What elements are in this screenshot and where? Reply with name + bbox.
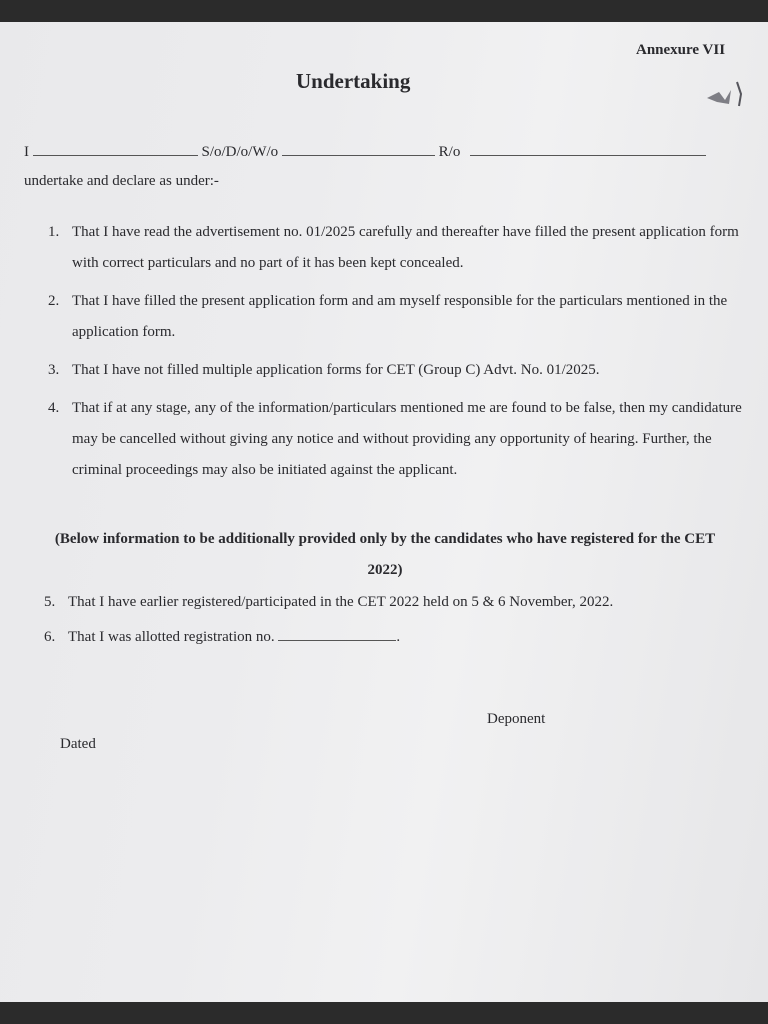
list-item	[44, 587, 744, 618]
annexure-label: Annexure VII	[636, 42, 726, 58]
item-number: 3.	[48, 362, 60, 378]
item-number: 1.	[48, 224, 60, 240]
item-text-row	[68, 622, 744, 653]
i-label: I	[24, 144, 29, 160]
relation-label: S/o/D/o/W/o	[201, 144, 279, 160]
declare-text: undertake and declare as under:-	[24, 173, 219, 189]
parent-name-blank	[282, 141, 435, 156]
item-suffix: .	[396, 629, 401, 645]
identity-line	[24, 141, 706, 161]
list-item	[48, 355, 748, 386]
document-page	[0, 22, 768, 1002]
additional-info-note: (Below information to be additionally provided only by the candidates who have registered for the CET 2022)	[54, 531, 716, 578]
item-number: 6.	[44, 629, 56, 645]
list-item	[44, 622, 744, 653]
name-blank	[33, 141, 198, 156]
list-item	[48, 286, 748, 348]
item-text: That I was allotted registration no.	[68, 629, 275, 645]
residence-label: R/o	[438, 144, 461, 160]
dated-label: Dated	[60, 736, 96, 752]
deponent-label: Deponent	[487, 711, 546, 727]
item-text: That I have filled the present application form and am myself responsible for the particulars mentioned in the application form.	[72, 293, 728, 340]
list-item	[48, 217, 748, 279]
page-title: Undertaking	[296, 69, 411, 93]
item-text: That I have read the advertisement no. 01/2025 carefully and thereafter have filled the present application form with correct particulars and no part of it has been kept concealed.	[72, 224, 739, 271]
item-number: 4.	[48, 400, 60, 416]
item-number: 5.	[44, 594, 56, 610]
item-text: That if at any stage, any of the information/particulars mentioned me are found to be false, then my candidature may be cancelled without giving any notice and without providing any opportunity of hearing. Further, the criminal proceedings may also be initiated against the applicant.	[72, 400, 742, 478]
list-item	[48, 393, 748, 486]
residence-blank	[470, 141, 706, 156]
registration-no-blank	[278, 626, 396, 641]
ink-mark-icon	[703, 80, 743, 110]
item-text: That I have earlier registered/participated in the CET 2022 held on 5 & 6 November, 2022.	[68, 594, 614, 610]
item-text: That I have not filled multiple application forms for CET (Group C) Advt. No. 01/2025.	[72, 362, 600, 378]
item-number: 2.	[48, 293, 60, 309]
